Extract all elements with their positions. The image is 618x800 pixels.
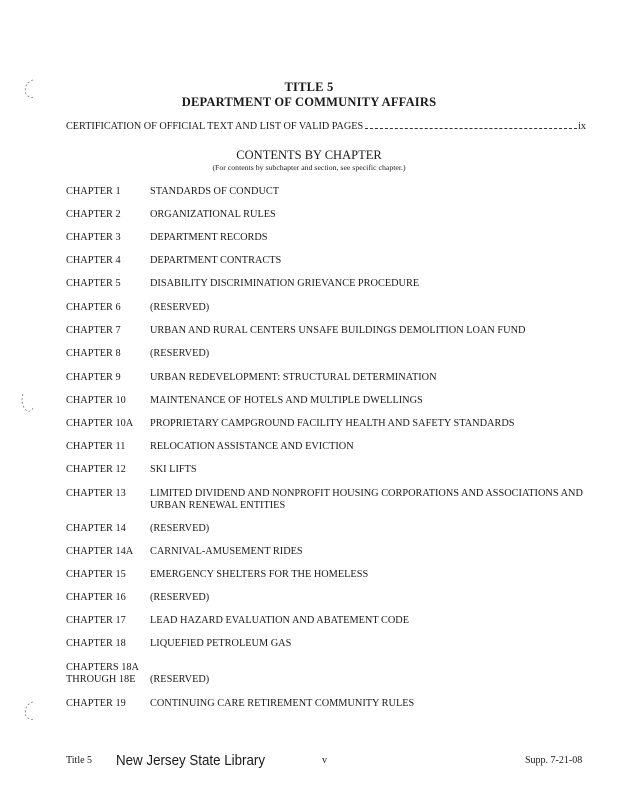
chapter-title: URBAN REDEVELOPMENT: STRUCTURAL DETERMINATION [150, 372, 437, 383]
chapter-number: CHAPTER 14A [66, 546, 134, 557]
chapter-number: CHAPTER 6 [66, 302, 121, 313]
chapter-title: MAINTENANCE OF HOTELS AND MULTIPLE DWELLINGS [150, 395, 423, 406]
chapter-title: SKI LIFTS [150, 464, 197, 475]
chapter-number: CHAPTER 9 [66, 372, 121, 383]
binder-hole-mark-bottom [22, 700, 36, 722]
chapter-title: LIQUEFIED PETROLEUM GAS [150, 638, 292, 649]
certification-line [66, 121, 586, 135]
chapter-title: EMERGENCY SHELTERS FOR THE HOMELESS [150, 569, 369, 580]
chapter-number: CHAPTER 3 [66, 232, 121, 243]
chapter-title: (RESERVED) [150, 348, 210, 359]
chapter-title: (RESERVED) [150, 674, 210, 685]
binder-hole-mark-middle [20, 392, 34, 414]
chapter-number: CHAPTER 10A [66, 418, 134, 429]
chapter-title: STANDARDS OF CONDUCT [150, 186, 280, 197]
chapter-title: LEAD HAZARD EVALUATION AND ABATEMENT CODE [150, 615, 410, 626]
chapter-number: CHAPTER 15 [66, 569, 126, 580]
chapter-number: CHAPTER 12 [66, 464, 126, 475]
certification-page: ix [578, 121, 586, 132]
chapter-number: CHAPTER 16 [66, 592, 126, 603]
title-line-1: TITLE 5 [284, 80, 334, 94]
contents-note: (For contents by subchapter and section, see specific chapter.) [212, 163, 406, 172]
chapter-title: RELOCATION ASSISTANCE AND EVICTION [150, 441, 354, 452]
chapter-number: CHAPTER 2 [66, 209, 121, 220]
supplement-date: Supp. 7-21-08 [525, 755, 583, 766]
chapter-number: CHAPTER 7 [66, 325, 121, 336]
chapter-title: (RESERVED) [150, 523, 210, 534]
chapter-number: CHAPTER 1 [66, 186, 121, 197]
chapter-number: CHAPTER 14 [66, 523, 126, 534]
chapter-number: CHAPTERS 18A THROUGH 18E [66, 662, 139, 685]
chapter-title: (RESERVED) [150, 302, 210, 313]
chapter-title: DEPARTMENT CONTRACTS [150, 255, 282, 266]
chapter-title: LIMITED DIVIDEND AND NONPROFIT HOUSING CORPORATIONS AND ASSOCIATIONS AND URBAN RENEWAL ENTITIES [150, 488, 583, 511]
chapter-number: CHAPTER 13 [66, 488, 126, 499]
chapter-title: DISABILITY DISCRIMINATION GRIEVANCE PROCEDURE [150, 278, 420, 289]
chapter-number: CHAPTER 5 [66, 278, 121, 289]
chapter-number: CHAPTER 8 [66, 348, 121, 359]
chapter-number: CHAPTER 10 [66, 395, 126, 406]
chapter-number: CHAPTER 18 [66, 638, 126, 649]
page-number: v [322, 755, 327, 766]
chapter-title: ORGANIZATIONAL RULES [150, 209, 276, 220]
chapter-title: CONTINUING CARE RETIREMENT COMMUNITY RULES [150, 698, 415, 709]
contents-heading: CONTENTS BY CHAPTER [236, 148, 382, 162]
chapter-title: CARNIVAL-AMUSEMENT RIDES [150, 546, 303, 557]
chapter-number: CHAPTER 19 [66, 698, 126, 709]
title-line-2: DEPARTMENT OF COMMUNITY AFFAIRS [181, 95, 437, 109]
chapter-title: URBAN AND RURAL CENTERS UNSAFE BUILDINGS DEMOLITION LOAN FUND [150, 325, 526, 336]
chapter-title: (RESERVED) [150, 592, 210, 603]
leader-dots [365, 128, 577, 129]
chapter-number: CHAPTER 4 [66, 255, 121, 266]
chapter-number: CHAPTER 11 [66, 441, 126, 452]
chapter-title: DEPARTMENT RECORDS [150, 232, 268, 243]
chapter-number: CHAPTER 17 [66, 615, 126, 626]
chapter-title: PROPRIETARY CAMPGROUND FACILITY HEALTH AND SAFETY STANDARDS [150, 418, 515, 429]
certification-text: CERTIFICATION OF OFFICIAL TEXT AND LIST OF VALID PAGES [66, 121, 364, 132]
footer-title: Title 5 [66, 755, 93, 766]
library-stamp: New Jersey State Library [116, 753, 266, 769]
